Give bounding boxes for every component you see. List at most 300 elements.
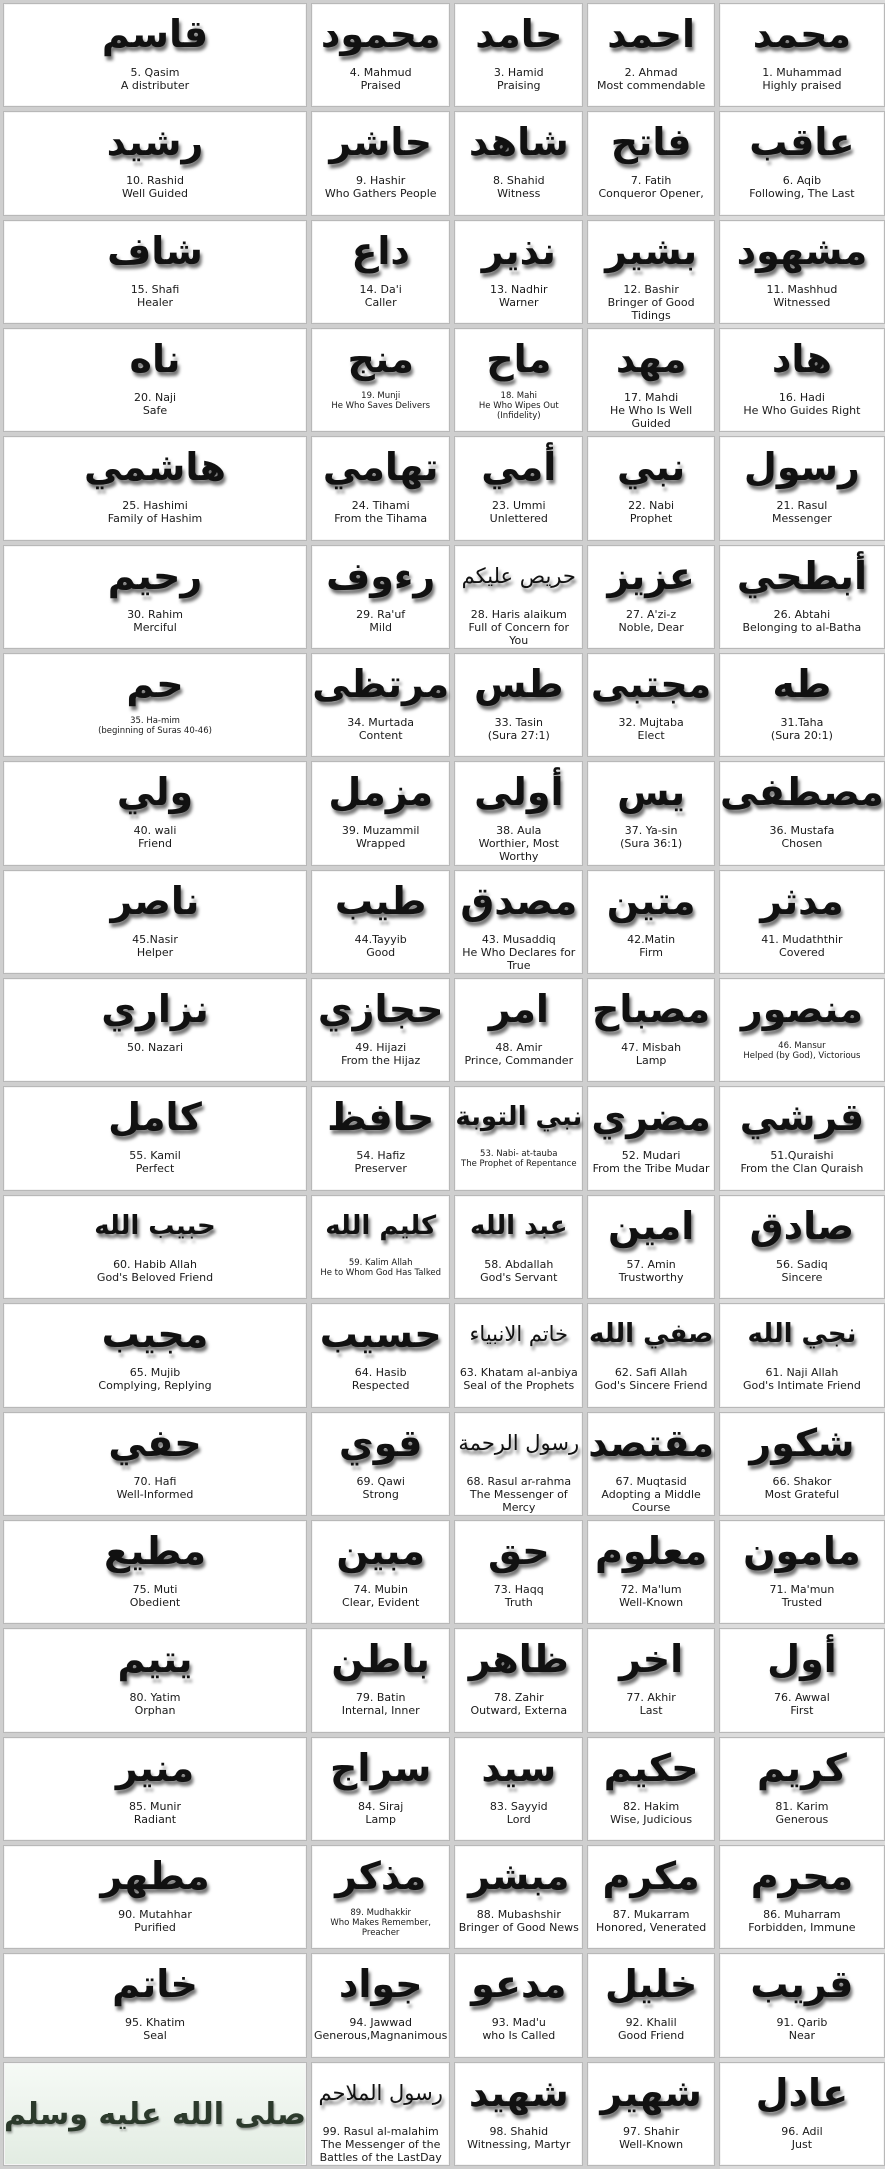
name-card xyxy=(311,3,450,107)
name-card xyxy=(3,978,307,1082)
meaning: He Who Saves Delivers xyxy=(331,401,431,412)
arabic-name: مبين xyxy=(336,1528,426,1573)
meaning: Truth xyxy=(504,1595,533,1609)
arabic-name: رسول xyxy=(743,445,860,490)
arabic-name: ماح xyxy=(486,337,552,382)
arabic-name: خاتم الانبياء xyxy=(469,1322,569,1347)
name-card xyxy=(454,545,583,649)
meaning: Witness xyxy=(497,187,541,201)
salawat-badge xyxy=(3,2062,307,2166)
arabic-name: شكور xyxy=(749,1420,855,1465)
name-card xyxy=(3,111,307,215)
transliteration: 35. Ha-mim xyxy=(130,716,180,727)
transliteration: 26. Abtahi xyxy=(773,607,831,621)
arabic-name: ولي xyxy=(116,770,194,815)
name-card xyxy=(311,436,450,540)
name-card xyxy=(719,870,885,974)
arabic-name: مشهود xyxy=(736,228,868,273)
name-card xyxy=(311,1737,450,1841)
arabic-name: يتيم xyxy=(117,1637,193,1682)
transliteration: 73. Haqq xyxy=(493,1582,544,1596)
transliteration: 32. Mujtaba xyxy=(618,716,684,730)
transliteration: 24. Tihami xyxy=(351,499,410,513)
meaning: Lamp xyxy=(365,1812,396,1826)
name-card xyxy=(311,328,450,432)
name-card xyxy=(3,1845,307,1949)
arabic-name: حاشر xyxy=(329,120,433,165)
arabic-name: حسيب xyxy=(319,1312,442,1357)
arabic-name: أول xyxy=(767,1637,837,1682)
arabic-name: حبيب الله xyxy=(94,1210,216,1241)
arabic-name: مكرم xyxy=(602,1853,700,1898)
transliteration: 5. Qasim xyxy=(130,66,180,79)
name-card xyxy=(311,2062,450,2166)
transliteration: 70. Hafi xyxy=(133,1474,177,1488)
transliteration: 59. Kalim Allah xyxy=(348,1257,413,1268)
transliteration: 20. Naji xyxy=(133,391,177,405)
arabic-name: هاشمي xyxy=(84,445,226,490)
arabic-name: مرتظى xyxy=(312,662,450,707)
name-card xyxy=(587,1086,715,1190)
arabic-name: اخر xyxy=(619,1637,684,1682)
name-card xyxy=(454,1303,583,1407)
meaning: From the Tribe Mudar xyxy=(592,1162,710,1176)
transliteration: 47. Misbah xyxy=(621,1041,682,1055)
name-card xyxy=(3,328,307,432)
name-card xyxy=(719,3,885,107)
meaning: Good xyxy=(366,945,396,959)
arabic-name: حفي xyxy=(108,1420,202,1465)
meaning: Preserver xyxy=(354,1162,407,1176)
name-card xyxy=(3,761,307,865)
transliteration: 81. Karim xyxy=(775,1799,829,1813)
name-card xyxy=(587,1953,715,2057)
meaning: Bringer of Good News xyxy=(458,1920,579,1934)
arabic-name: مذكر xyxy=(335,1853,427,1898)
name-card xyxy=(587,978,715,1082)
arabic-name: حق xyxy=(487,1528,550,1573)
arabic-name: مزمل xyxy=(328,770,433,815)
name-card xyxy=(587,328,715,432)
transliteration: 49. Hijazi xyxy=(355,1041,407,1055)
arabic-name: عبد الله xyxy=(470,1210,568,1241)
arabic-name: مطهر xyxy=(100,1853,210,1898)
name-card xyxy=(3,1520,307,1624)
meaning: Good Friend xyxy=(617,2029,685,2043)
arabic-name: معلوم xyxy=(595,1528,708,1573)
arabic-name: قاسم xyxy=(101,12,209,56)
transliteration: 64. Hasib xyxy=(354,1366,407,1380)
name-card xyxy=(587,1845,715,1949)
name-card xyxy=(311,1086,450,1190)
transliteration: 25. Hashimi xyxy=(122,499,188,513)
name-card xyxy=(454,1953,583,2057)
name-card xyxy=(454,328,583,432)
transliteration: 4. Mahmud xyxy=(349,66,412,79)
meaning: Prophet xyxy=(629,512,673,526)
meaning: Friend xyxy=(138,837,172,851)
arabic-name: حكيم xyxy=(603,1745,699,1790)
meaning: Bringer of Good Tidings xyxy=(607,295,695,322)
name-card xyxy=(587,545,715,649)
arabic-name: منج xyxy=(347,337,414,382)
meaning: Strong xyxy=(362,1487,399,1501)
name-card xyxy=(719,328,885,432)
transliteration: 27. A'zi-z xyxy=(626,607,677,621)
arabic-name: تهامي xyxy=(322,445,439,490)
name-card xyxy=(3,3,307,107)
transliteration: 10. Rashid xyxy=(126,174,184,188)
arabic-name: مطيع xyxy=(104,1528,207,1573)
transliteration: 62. Safi Allah xyxy=(614,1366,688,1380)
name-card xyxy=(719,1737,885,1841)
transliteration: 39. Muzammil xyxy=(341,824,420,838)
arabic-name: طس xyxy=(474,662,564,707)
transliteration: 34. Murtada xyxy=(347,716,415,730)
meaning: Helper xyxy=(136,945,174,959)
name-card xyxy=(454,1195,583,1299)
meaning: Caller xyxy=(364,295,397,309)
meaning: Family of Hashim xyxy=(107,512,203,526)
arabic-name: شهير xyxy=(600,2070,702,2115)
transliteration: 80. Yatim xyxy=(129,1691,181,1705)
meaning: Well-Known xyxy=(619,2137,684,2151)
meaning: Radiant xyxy=(133,1812,177,1826)
meaning: Last xyxy=(639,1704,663,1718)
transliteration: 15. Shafi xyxy=(130,282,180,296)
name-card xyxy=(311,1195,450,1299)
meaning: Full of Concern for You xyxy=(468,620,570,647)
meaning: Well Guided xyxy=(122,187,188,201)
name-card xyxy=(719,2062,885,2166)
name-card xyxy=(3,870,307,974)
transliteration: 74. Mubin xyxy=(353,1582,408,1596)
name-card xyxy=(311,1953,450,2057)
name-card xyxy=(311,1412,450,1516)
arabic-name: مجيب xyxy=(101,1312,209,1357)
arabic-name: صادق xyxy=(749,1203,855,1248)
meaning: Praising xyxy=(497,79,541,92)
name-card xyxy=(587,1195,715,1299)
name-card xyxy=(311,870,450,974)
transliteration: 36. Mustafa xyxy=(769,824,835,838)
transliteration: 40. wali xyxy=(133,824,177,838)
transliteration: 86. Muharram xyxy=(763,1907,841,1921)
transliteration: 88. Mubashshir xyxy=(476,1907,561,1921)
name-card xyxy=(3,653,307,757)
meaning: Covered xyxy=(779,945,825,959)
meaning: He Who Is Well Guided xyxy=(610,404,693,431)
meaning: Worthier, Most Worthy xyxy=(478,837,559,864)
meaning: Wrapped xyxy=(356,837,406,851)
name-card xyxy=(587,220,715,324)
meaning: Healer xyxy=(136,295,174,309)
transliteration: 23. Ummi xyxy=(492,499,546,513)
arabic-name: نبي التوبة xyxy=(455,1102,583,1133)
name-card xyxy=(311,111,450,215)
meaning: Unlettered xyxy=(489,512,548,526)
transliteration: 61. Naji Allah xyxy=(765,1366,839,1380)
meaning: Forbidden, Immune xyxy=(748,1920,856,1934)
transliteration: 17. Mahdi xyxy=(624,391,679,405)
transliteration: 76. Awwal xyxy=(773,1691,830,1705)
meaning: who Is Called xyxy=(482,2029,556,2043)
name-card xyxy=(719,978,885,1082)
arabic-name: رحيم xyxy=(107,553,203,598)
transliteration: 90. Mutahhar xyxy=(118,1907,192,1921)
arabic-name: نزاري xyxy=(101,987,209,1032)
transliteration: 3. Hamid xyxy=(493,66,544,79)
transliteration: 50. Nazari xyxy=(126,1041,184,1055)
arabic-name: عاقب xyxy=(749,120,855,165)
transliteration: 71. Ma'mun xyxy=(769,1582,835,1596)
meaning: Lord xyxy=(506,1812,531,1826)
name-card xyxy=(3,1086,307,1190)
meaning: He Who Wipes Out (Infidelity) xyxy=(478,401,559,422)
transliteration: 82. Hakim xyxy=(623,1799,680,1813)
transliteration: 30. Rahim xyxy=(127,607,183,621)
arabic-name: شهيد xyxy=(468,2070,569,2115)
arabic-name: محمود xyxy=(320,12,441,56)
arabic-name: سراج xyxy=(329,1745,432,1790)
meaning: Seal of the Prophets xyxy=(463,1379,575,1393)
transliteration: 54. Hafiz xyxy=(356,1149,406,1163)
meaning: Most commendable xyxy=(596,79,706,92)
transliteration: 7. Fatih xyxy=(630,174,672,188)
meaning: Firm xyxy=(639,945,663,959)
arabic-name: منير xyxy=(115,1745,195,1790)
arabic-name: داع xyxy=(351,228,410,273)
transliteration: 14. Da'i xyxy=(359,282,402,296)
transliteration: 19. Munji xyxy=(361,391,401,402)
meaning: (beginning of Suras 40-46) xyxy=(98,726,212,737)
transliteration: 11. Mashhud xyxy=(766,282,838,296)
arabic-name: أمي xyxy=(481,445,557,490)
transliteration: 21. Rasul xyxy=(776,499,828,513)
transliteration: 16. Hadi xyxy=(778,391,825,405)
arabic-name: كريم xyxy=(757,1745,847,1790)
name-card xyxy=(3,220,307,324)
arabic-name: صفي الله xyxy=(588,1319,714,1350)
arabic-name: احمد xyxy=(607,12,696,56)
name-card xyxy=(454,220,583,324)
transliteration: 29. Ra'uf xyxy=(356,607,406,621)
name-card xyxy=(587,2062,715,2166)
arabic-name: عادل xyxy=(755,2070,849,2115)
meaning: Honored, Venerated xyxy=(596,1920,707,1934)
arabic-name: حافظ xyxy=(327,1095,435,1140)
meaning: Chosen xyxy=(781,837,823,851)
meaning: Respected xyxy=(351,1379,410,1393)
name-card xyxy=(454,978,583,1082)
transliteration: 72. Ma'lum xyxy=(620,1582,682,1596)
transliteration: 60. Habib Allah xyxy=(113,1257,197,1271)
transliteration: 38. Aula xyxy=(496,824,542,838)
transliteration: 33. Tasin xyxy=(494,716,543,730)
arabic-name: يس xyxy=(617,770,686,815)
arabic-name: مصطفى xyxy=(720,770,884,815)
transliteration: 97. Shahir xyxy=(622,2124,680,2138)
arabic-name: جواد xyxy=(338,1962,423,2007)
name-card xyxy=(311,220,450,324)
meaning: He to Whom God Has Talked xyxy=(320,1267,442,1278)
transliteration: 79. Batin xyxy=(355,1691,406,1705)
meaning: The Messenger of Mercy xyxy=(469,1487,568,1514)
arabic-name: رسول الملاحم xyxy=(318,2080,443,2105)
meaning: Helped (by God), Victorious xyxy=(743,1051,861,1062)
transliteration: 18. Mahi xyxy=(500,391,538,402)
transliteration: 67. Muqtasid xyxy=(615,1474,687,1488)
meaning: Prince, Commander xyxy=(464,1054,574,1068)
arabic-name: شاف xyxy=(107,228,203,273)
meaning: Trusted xyxy=(781,1595,823,1609)
meaning: Elect xyxy=(637,729,665,743)
name-card xyxy=(311,1845,450,1949)
transliteration: 68. Rasul ar-rahma xyxy=(466,1474,572,1488)
transliteration: 9. Hashir xyxy=(356,174,406,188)
transliteration: 98. Shahid xyxy=(489,2124,549,2138)
name-card xyxy=(587,1628,715,1732)
meaning: Conqueror Opener, xyxy=(598,187,704,201)
transliteration: 31.Taha xyxy=(780,716,824,730)
transliteration: 78. Zahir xyxy=(493,1691,544,1705)
transliteration: 75. Muti xyxy=(132,1582,178,1596)
arabic-name: مصدق xyxy=(460,878,578,923)
meaning: Adopting a Middle Course xyxy=(601,1487,701,1514)
transliteration: 92. Khalil xyxy=(625,2016,677,2030)
arabic-name: أولى xyxy=(474,770,564,815)
meaning: Who Gathers People xyxy=(324,187,437,201)
arabic-name: مدثر xyxy=(760,878,844,923)
meaning: Mild xyxy=(369,620,392,634)
transliteration: 77. Akhir xyxy=(626,1691,676,1705)
name-card xyxy=(587,1303,715,1407)
meaning: Praised xyxy=(360,79,401,92)
arabic-name: نجي الله xyxy=(747,1319,857,1350)
arabic-name: فاتح xyxy=(610,120,692,165)
name-card xyxy=(454,1737,583,1841)
meaning: Merciful xyxy=(133,620,177,634)
arabic-name: سيد xyxy=(481,1745,557,1790)
name-card xyxy=(454,1412,583,1516)
meaning: Internal, Inner xyxy=(341,1704,420,1718)
meaning: From the Hijaz xyxy=(341,1054,421,1068)
name-card xyxy=(719,1845,885,1949)
transliteration: 69. Qawi xyxy=(356,1474,405,1488)
arabic-name: محرم xyxy=(750,1853,854,1898)
meaning: Seal xyxy=(143,2029,167,2043)
meaning: Clear, Evident xyxy=(342,1595,420,1609)
name-card xyxy=(587,653,715,757)
name-card xyxy=(719,761,885,865)
transliteration: 6. Aqib xyxy=(782,174,822,188)
name-card xyxy=(454,2062,583,2166)
arabic-name: نذير xyxy=(481,228,556,273)
name-card xyxy=(587,761,715,865)
arabic-name: باطن xyxy=(331,1637,430,1682)
transliteration: 12. Bashir xyxy=(623,282,679,296)
arabic-name: مبشر xyxy=(468,1853,570,1898)
name-card xyxy=(454,1520,583,1624)
transliteration: 13. Nadhir xyxy=(490,282,548,296)
meaning: Following, The Last xyxy=(749,187,855,201)
meaning: A distributer xyxy=(120,79,190,92)
arabic-name: رشيد xyxy=(106,120,204,165)
name-card xyxy=(3,1195,307,1299)
arabic-name: خليل xyxy=(604,1962,698,2007)
name-card xyxy=(454,761,583,865)
transliteration: 84. Siraj xyxy=(358,1799,404,1813)
name-card xyxy=(719,1412,885,1516)
meaning: Generous,Magnanimous xyxy=(314,2029,448,2043)
transliteration: 95. Khatim xyxy=(125,2016,186,2030)
meaning: Wise, Judicious xyxy=(610,1812,693,1826)
name-card xyxy=(719,1086,885,1190)
arabic-name: شاهد xyxy=(468,120,569,165)
name-card xyxy=(719,220,885,324)
meaning: Who Makes Remember, Preacher xyxy=(330,1917,431,1938)
name-card xyxy=(587,3,715,107)
arabic-name: منصور xyxy=(740,987,863,1032)
meaning: Messenger xyxy=(772,512,832,526)
transliteration: 94. Jawwad xyxy=(349,2016,413,2030)
arabic-name: حريص عليكم xyxy=(461,563,576,588)
name-card xyxy=(454,870,583,974)
name-card xyxy=(719,1628,885,1732)
arabic-name: مقتصد xyxy=(588,1420,715,1465)
transliteration: 89. Mudhakkir xyxy=(350,1907,411,1918)
name-card xyxy=(311,1303,450,1407)
meaning: Near xyxy=(788,2029,816,2043)
arabic-name: قرشي xyxy=(739,1095,865,1140)
transliteration: 46. Mansur xyxy=(778,1041,826,1052)
meaning: Lamp xyxy=(635,1054,667,1068)
name-card xyxy=(719,545,885,649)
name-card xyxy=(454,111,583,215)
meaning: God's Servant xyxy=(480,1270,558,1284)
meaning: God's Intimate Friend xyxy=(742,1379,861,1393)
arabic-name: محمد xyxy=(752,12,852,56)
transliteration: 42.Matin xyxy=(627,932,676,946)
name-card xyxy=(719,653,885,757)
arabic-name: حامد xyxy=(475,12,563,56)
name-card xyxy=(454,1845,583,1949)
arabic-name: مصباح xyxy=(592,987,711,1032)
arabic-name: قوي xyxy=(338,1420,423,1465)
transliteration: 1. Muhammad xyxy=(762,66,842,79)
arabic-name: هاد xyxy=(771,337,832,382)
transliteration: 22. Nabi xyxy=(628,499,675,513)
meaning: Highly praised xyxy=(762,79,842,92)
meaning: God's Beloved Friend xyxy=(96,1270,214,1284)
transliteration: 44.Tayyib xyxy=(354,932,407,946)
name-card xyxy=(587,1412,715,1516)
arabic-name: أبطحي xyxy=(736,553,867,598)
transliteration: 8. Shahid xyxy=(492,174,545,188)
name-card xyxy=(454,436,583,540)
name-card xyxy=(719,1195,885,1299)
meaning: Content xyxy=(358,729,403,743)
transliteration: 48. Amir xyxy=(495,1041,543,1055)
meaning: Outward, Externa xyxy=(470,1704,568,1718)
meaning: Warner xyxy=(499,295,539,309)
transliteration: 65. Mujib xyxy=(129,1366,181,1380)
name-card xyxy=(3,436,307,540)
name-card xyxy=(311,761,450,865)
arabic-name: قريب xyxy=(750,1962,854,2007)
transliteration: 66. Shakor xyxy=(772,1474,832,1488)
meaning: Obedient xyxy=(129,1595,181,1609)
